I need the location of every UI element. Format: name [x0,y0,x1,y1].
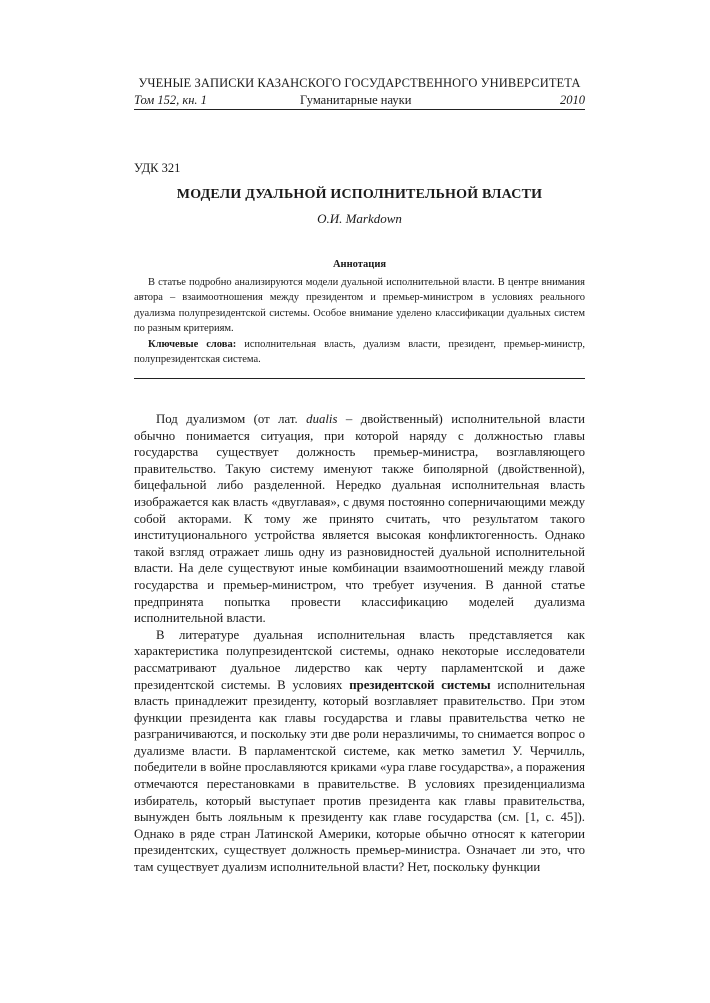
journal-title: УЧЕНЫЕ ЗАПИСКИ КАЗАНСКОГО ГОСУДАРСТВЕННОГО УНИВЕРСИТЕТА [138,76,581,90]
article-body [134,411,585,876]
body-paragraph [134,627,585,876]
volume-number: Том 152, кн. 1 [134,93,207,107]
abstract-divider [134,378,585,379]
header-divider [134,109,585,110]
publication-year: 2010 [560,93,585,107]
keywords-label: Ключевые слова: [148,339,237,350]
latin-term: dualis [306,412,338,426]
keywords-list: исполнительная власть, дуализм власти, президент, премьер-министр, полупрезидентская система. [134,339,586,366]
body-paragraph [134,411,585,627]
article-title: МОДЕЛИ ДУАЛЬНОЙ ИСПОЛНИТЕЛЬНОЙ ВЛАСТИ [176,187,543,202]
body-text: исполнительная власть принадлежит президенту, который возглавляет правительство. При этом функции президента как главы государства и главы правительства четко не разграничиваются, и поскольку эти две роли неразличимы, то снимается вопрос о дуализме власти. В парламентской системе, как метко заметил У. Черчилль, победители в войне прославляются криками «ура главе государства», а поражения отмечаются перестановками в правительстве. В условиях президенциализма избиратель, который выступает против президента как главы правительства, вынужден быть лояльным к президенту как главе государства (см. [1, с. 45]). Однако в ряде стран Латинской Америки, которые обычно относят к категории президентских, существует должность премьер-министра. Означает ли это, что там существует дуализм исполнительной власти? Нет, поскольку функции [134,677,586,875]
keywords [134,337,585,368]
body-text: Под дуализмом (от лат. [156,412,307,426]
body-text: – двойственный) исполнительной власти обычно понимается ситуация, при которой наряду с должностью главы государства существует должность премьер-министра, возглавляющего правительство. Такую систему именуют также биполярной (двойственной), бицефальной либо разделенной. Нередко дуальная исполнительная власть изображается как власть «двуглавая», с двумя постоянно соперничающими между собой акторами. К тому же принято считать, что результатом такого институционального устройства является высокая конфликтогенность. Однако такой взгляд отражает лишь одну из разновидностей дуальной исполнительной власти. На деле существуют иные комбинации взаимоотношений между главой государства и премьер-министром, что требует изучения. В данной статье предпринята попытка провести классификацию моделей дуализма исполнительной власти. [134,412,585,626]
emphasized-term: президентской системы [349,677,491,692]
article-author: О.И. Markdown [317,211,402,226]
body-text: В литературе дуальная исполнительная власть представляется как характеристика полупрезидентской системы, однако некоторые исследователи рассматривают дуальное лидерство как черту парламентской и даже президентской системы. В условиях [134,627,585,692]
udk-code: УДК 321 [134,161,181,175]
section-name: Гуманитарные науки [300,93,412,107]
abstract-text: В статье подробно анализируются модели дуальной исполнительной власти. В центре внимания автора – взаимоотношения между президентом и премьер-министром в условиях реального дуализма полупрезидентской системы. Особое внимание уделено классификации дуальных систем по разным критериям. [134,277,585,335]
abstract-heading: Аннотация [332,259,387,270]
issue-info [134,93,585,109]
